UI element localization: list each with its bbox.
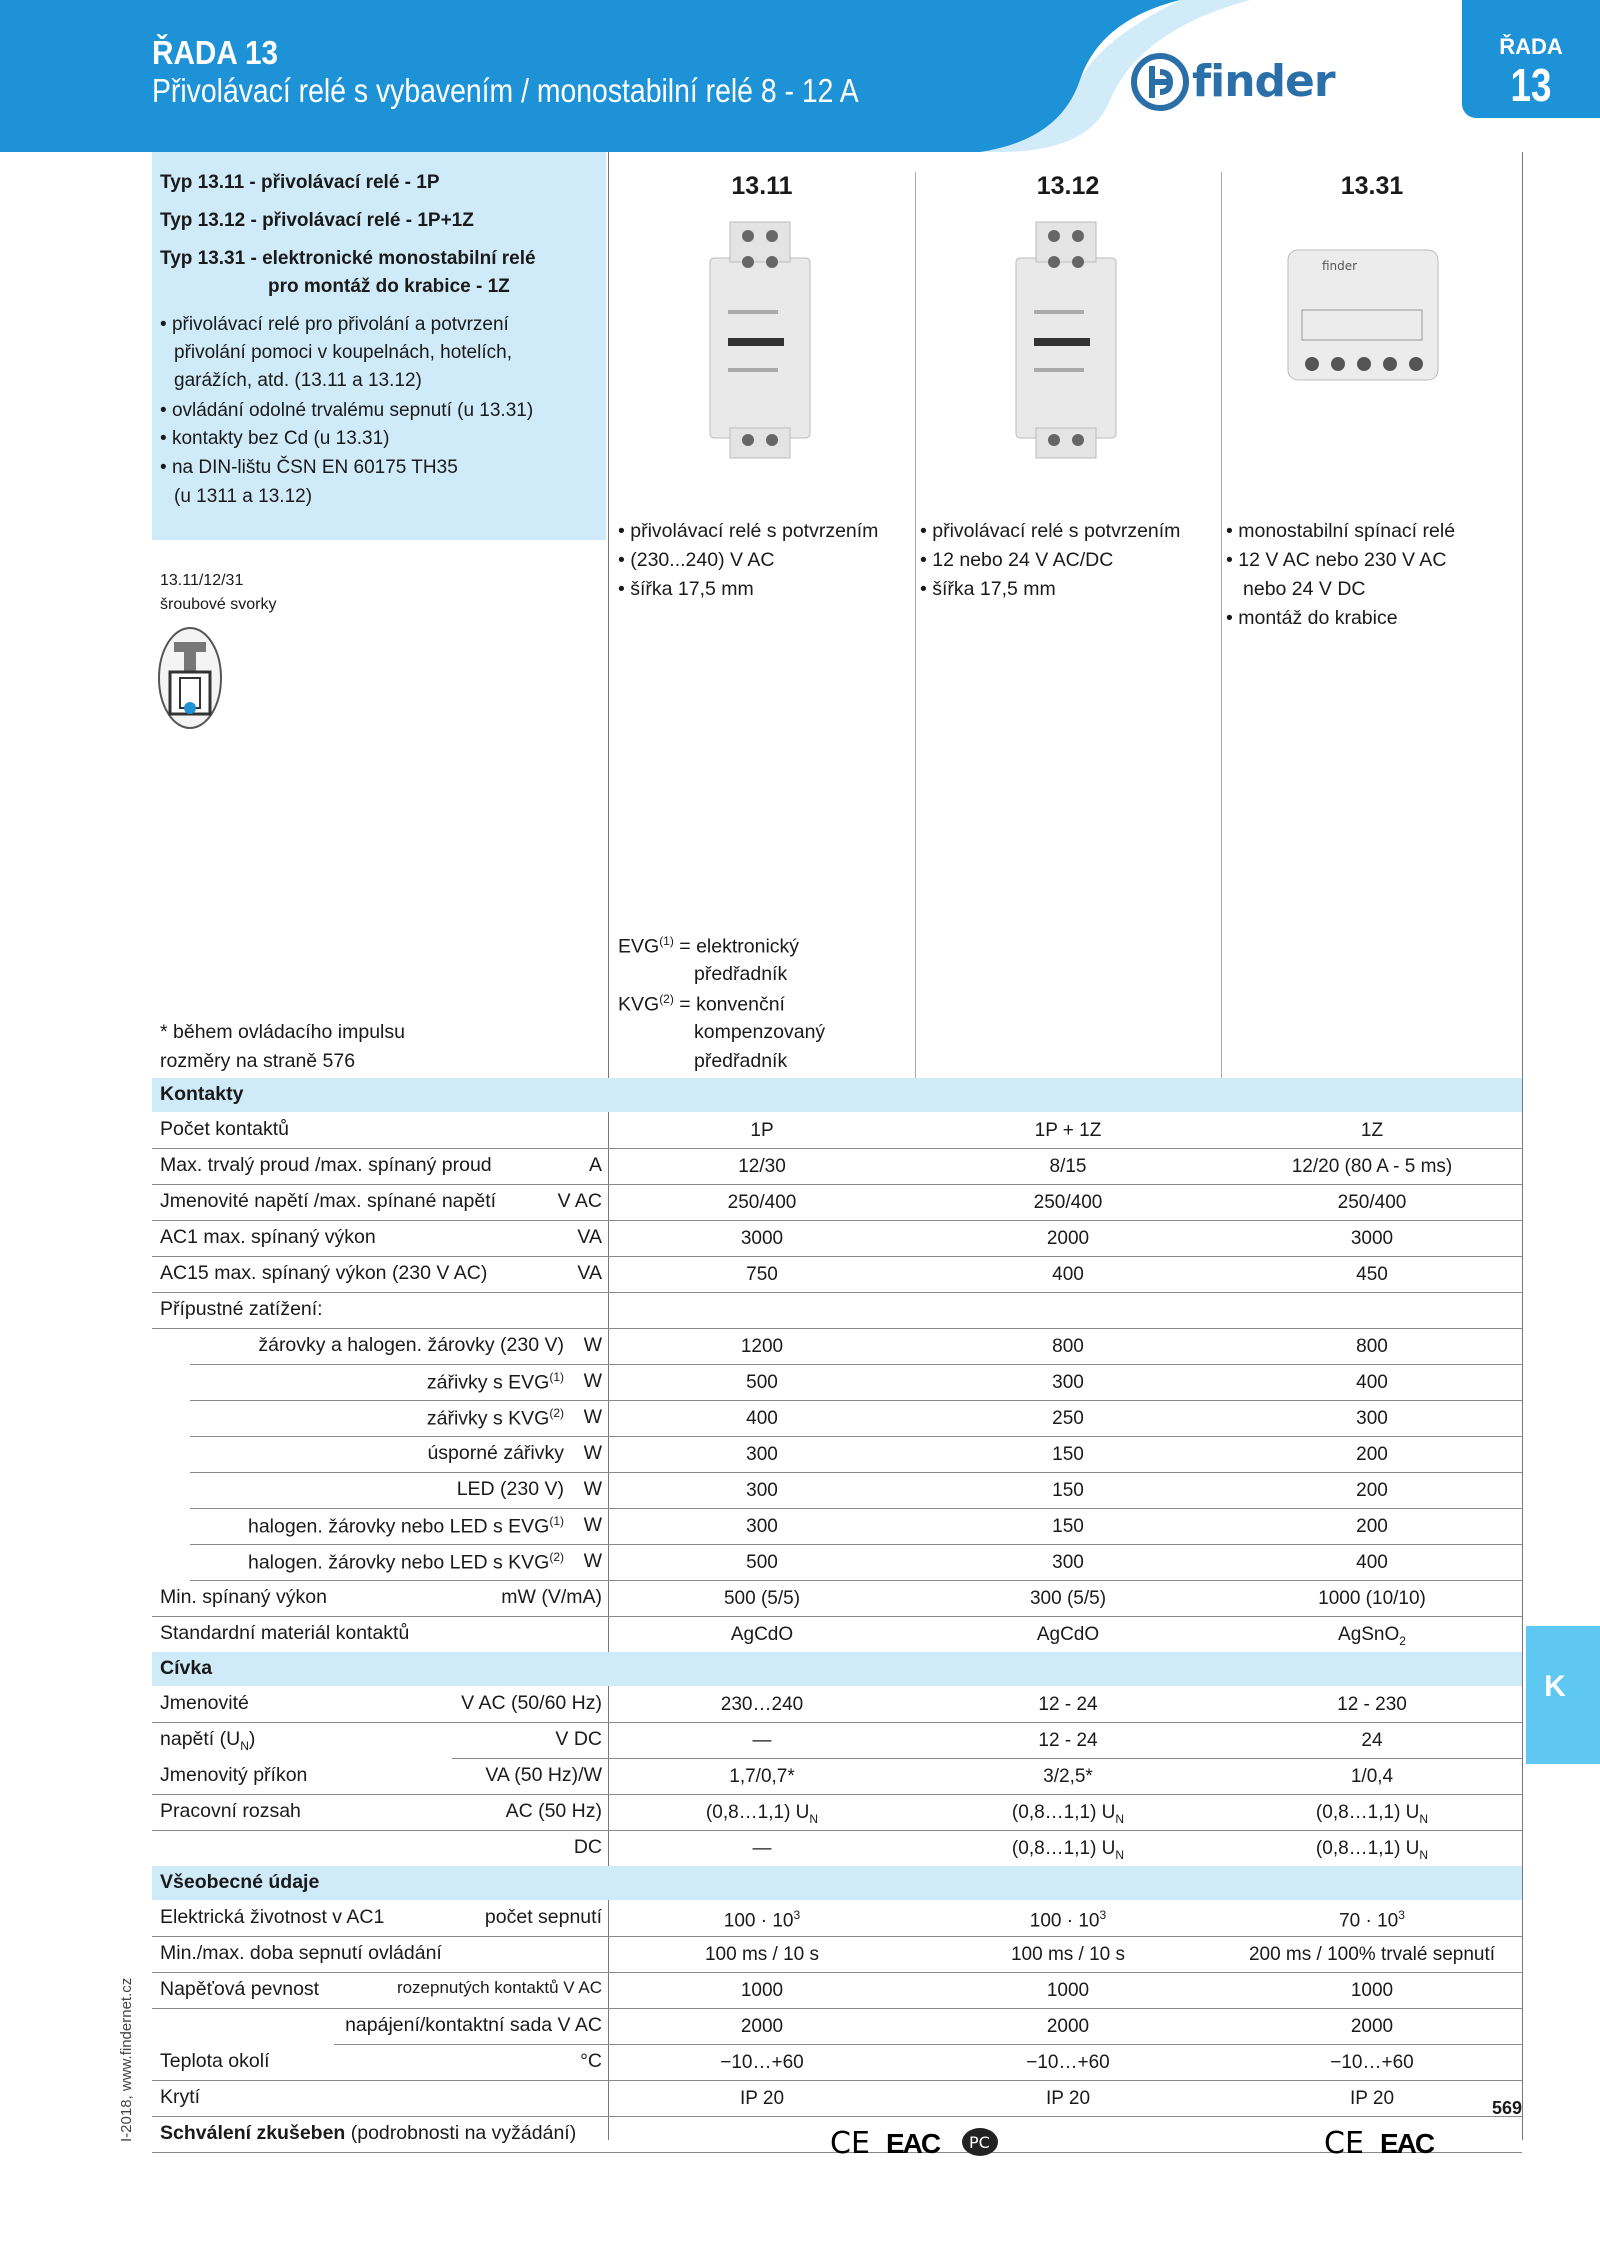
cell-13-31: 1000	[1350, 1980, 1394, 2001]
row-divider	[190, 1508, 1522, 1509]
row-label: Jmenovité	[160, 1692, 249, 1714]
footer-side-note: I-2018, www.findernet.cz	[118, 1977, 135, 2142]
feature-13-12: • šířka 17,5 mm	[920, 578, 1056, 600]
cell-13-31: 2000	[1350, 2016, 1394, 2037]
terminal-label: šroubové svorky	[160, 596, 277, 613]
row-label: Jmenovitý příkon	[160, 1764, 308, 1786]
feature-13-31: • montáž do krabice	[1226, 607, 1398, 629]
intro-bullet: • přivolávací relé pro přivolání a potvrzení	[160, 314, 509, 335]
page-header	[0, 0, 1600, 152]
row-label: AC15 max. spínaný výkon (230 V AC)	[160, 1262, 488, 1284]
intro-bullet: • ovládání odolné trvalému sepnutí (u 13.31)	[160, 400, 534, 421]
row-unit: W	[583, 1514, 602, 1536]
note-evg-cont: předřadník	[694, 963, 788, 985]
cell-13-31: 24	[1361, 1730, 1383, 1751]
row-unit: VA	[577, 1262, 602, 1284]
feature-13-31: • 12 V AC nebo 230 V AC	[1226, 549, 1447, 571]
cell-13-11: —	[752, 1838, 772, 1859]
product-image-13-31	[1282, 240, 1452, 390]
cell-13-12: −10…+60	[1026, 2052, 1110, 2073]
type-line: pro montáž do krabice - 1Z	[268, 276, 510, 297]
cell-13-31: 1000 (10/10)	[1318, 1588, 1426, 1609]
row-unit: W	[583, 1406, 602, 1428]
eac-mark-icon: EAC	[1380, 2128, 1434, 2159]
row-unit: počet sepnutí	[484, 1906, 602, 1928]
page-number: 569	[1492, 2098, 1523, 2118]
cell-13-31: 200	[1356, 1444, 1388, 1465]
feature-13-12: • přivolávací relé s potvrzením	[920, 520, 1181, 542]
section-band	[152, 1652, 1522, 1686]
row-divider	[190, 1436, 1522, 1437]
section-general: Všeobecné údaje	[160, 1871, 320, 1893]
cell-13-12: 400	[1052, 1264, 1084, 1285]
row-unit: W	[583, 1334, 602, 1356]
cell-13-31: 3000	[1350, 1228, 1394, 1249]
cell-13-12: 300	[1052, 1552, 1084, 1573]
row-label: LED (230 V)	[456, 1478, 564, 1500]
cell-13-12: 800	[1052, 1336, 1084, 1357]
row-divider	[152, 1292, 1522, 1293]
row-label: úsporné zářivky	[427, 1442, 564, 1464]
screw-terminal-icon	[156, 624, 224, 732]
row-divider	[152, 1328, 1522, 1329]
type-line: Typ 13.12 - přivolávací relé - 1P+1Z	[160, 210, 474, 231]
type-line: Typ 13.31 - elektronické monostabilní relé	[160, 248, 536, 269]
model-header-13-11: 13.11	[731, 172, 793, 200]
cell-13-31: $70 \cdot 10^3$	[1339, 1908, 1405, 1932]
cell-13-31: (0,8…1,1) $U_N$	[1315, 1802, 1429, 1826]
cell-13-12: 1P + 1Z	[1034, 1120, 1102, 1141]
row-label: Pracovní rozsah	[160, 1800, 301, 1822]
section-band	[152, 1866, 1522, 1900]
cell-13-11: AgCdO	[730, 1624, 794, 1645]
row-label: Max. trvalý proud /max. spínaný proud	[160, 1154, 492, 1176]
svg-text:finder: finder	[1322, 259, 1358, 273]
eac-mark-icon: EAC	[886, 2128, 940, 2159]
finder-logo	[1130, 52, 1370, 116]
type-line: Typ 13.11 - přivolávací relé - 1P	[160, 172, 440, 193]
cell-13-11: 230…240	[720, 1694, 804, 1715]
row-label: zářivky s EVG$^{(1)}$	[426, 1370, 564, 1394]
feature-13-12: • 12 nebo 24 V AC/DC	[920, 549, 1114, 571]
terminal-code: 13.11/12/31	[160, 572, 244, 589]
cell-13-11: IP 20	[739, 2088, 785, 2109]
row-label: AC1 max. spínaný výkon	[160, 1226, 376, 1248]
cell-13-12: 150	[1052, 1480, 1084, 1501]
cell-13-11: 300	[746, 1516, 778, 1537]
cell-13-12: (0,8…1,1) $U_N$	[1011, 1802, 1125, 1826]
cell-13-11: (0,8…1,1) $U_N$	[705, 1802, 819, 1826]
row-unit: V AC (50/60 Hz)	[461, 1692, 602, 1714]
cell-13-31: 250/400	[1337, 1192, 1407, 1213]
cell-13-31: IP 20	[1349, 2088, 1395, 2109]
row-label: Jmenovité napětí /max. spínané napětí	[160, 1190, 497, 1212]
cell-13-11: 3000	[740, 1228, 784, 1249]
product-image-13-11	[700, 218, 820, 468]
cell-13-31: 12 - 230	[1337, 1694, 1407, 1715]
cell-13-11: 2000	[740, 2016, 784, 2037]
column-divider	[1221, 172, 1222, 1078]
section-band	[152, 1078, 1522, 1112]
row-divider	[152, 1972, 1522, 1973]
row-label: Schválení zkušeben (podrobnosti na vyžádání)	[160, 2122, 577, 2144]
note-dims: rozměry na straně 576	[160, 1050, 356, 1072]
cell-13-12: 150	[1052, 1516, 1084, 1537]
intro-bullet: • kontakty bez Cd (u 13.31)	[160, 428, 390, 449]
row-label: halogen. žárovky nebo LED s EVG$^{(1)}$	[247, 1514, 564, 1538]
feature-13-11: • (230...240) V AC	[618, 549, 775, 571]
feature-13-11: • přivolávací relé s potvrzením	[618, 520, 879, 542]
cell-13-12: 150	[1052, 1444, 1084, 1465]
cell-13-11: 300	[746, 1444, 778, 1465]
cell-13-11: 750	[746, 1264, 778, 1285]
row-unit: napájení/kontaktní sada V AC	[345, 2014, 602, 2036]
cell-13-11: 500 (5/5)	[723, 1588, 801, 1609]
cell-13-11: 500	[746, 1552, 778, 1573]
row-unit: VA (50 Hz)/W	[485, 1764, 602, 1786]
cell-13-12: AgCdO	[1036, 1624, 1100, 1645]
cell-13-31: AgSnO$_2$	[1338, 1624, 1406, 1648]
cell-13-11: $100 \cdot 10^3$	[723, 1908, 801, 1932]
row-unit: rozepnutých kontaktů V AC	[396, 1978, 602, 1997]
intro-bullet-cont: přivolání pomoci v koupelnách, hotelích,	[174, 342, 512, 363]
row-label: Min./max. doba sepnutí ovládání	[160, 1942, 442, 1964]
row-unit: mW (V/mA)	[501, 1586, 602, 1608]
cell-13-31: 200	[1356, 1480, 1388, 1501]
row-label: Teplota okolí	[160, 2050, 270, 2072]
finder-logo-icon	[1130, 52, 1190, 112]
feature-13-11: • šířka 17,5 mm	[618, 578, 754, 600]
row-divider	[190, 1544, 1522, 1545]
row-unit: W	[583, 1478, 602, 1500]
cell-13-31: 300	[1356, 1408, 1388, 1429]
cell-13-12: 300	[1052, 1372, 1084, 1393]
row-unit: A	[588, 1154, 602, 1176]
row-unit: V AC	[557, 1190, 602, 1212]
row-divider	[152, 1184, 1522, 1185]
row-unit: AC (50 Hz)	[505, 1800, 602, 1822]
row-divider	[152, 1256, 1522, 1257]
note-kvg-cont: kompenzovaný	[694, 1021, 826, 1043]
cell-13-11: 300	[746, 1480, 778, 1501]
row-unit: °C	[580, 2050, 602, 2072]
cell-13-31: 1Z	[1360, 1120, 1384, 1141]
model-header-13-31: 13.31	[1340, 172, 1404, 200]
series-tab-number: 13	[1510, 59, 1552, 111]
row-divider	[152, 1148, 1522, 1149]
row-label: žárovky a halogen. žárovky (230 V)	[258, 1334, 564, 1356]
cell-13-31: 450	[1356, 1264, 1388, 1285]
cell-13-12: 8/15	[1049, 1156, 1087, 1177]
row-unit: DC	[573, 1836, 602, 1858]
row-label: Napěťová pevnost	[160, 1978, 320, 2000]
column-divider	[1522, 152, 1523, 2140]
cell-13-12: 12 - 24	[1038, 1694, 1098, 1715]
row-divider	[190, 1472, 1522, 1473]
column-divider	[608, 152, 609, 2140]
row-label: zářivky s KVG$^{(2)}$	[426, 1406, 564, 1430]
cell-13-11: 1000	[740, 1980, 784, 2001]
row-label: Elektrická životnost v AC1	[160, 1906, 385, 1928]
row-label: Přípustné zatížení:	[160, 1298, 323, 1320]
row-unit: W	[583, 1550, 602, 1572]
cell-13-31: −10…+60	[1330, 2052, 1414, 2073]
cell-13-11: 250/400	[727, 1192, 797, 1213]
row-divider	[152, 1794, 1522, 1795]
cell-13-11: 1P	[750, 1120, 774, 1141]
cell-13-12: (0,8…1,1) $U_N$	[1011, 1838, 1125, 1862]
row-label: halogen. žárovky nebo LED s KVG$^{(2)}$	[247, 1550, 564, 1574]
cell-13-11: 100 ms / 10 s	[704, 1944, 820, 1965]
intro-bullet: • na DIN-lištu ČSN EN 60175 TH35	[160, 457, 458, 478]
row-divider	[152, 1220, 1522, 1221]
section-k-label: K	[1544, 1670, 1566, 1703]
product-image-13-12	[1006, 218, 1126, 468]
cell-13-12: 250/400	[1033, 1192, 1103, 1213]
row-divider	[334, 2044, 1522, 2045]
cert-marks-13-11	[830, 2124, 1000, 2160]
row-divider	[152, 2080, 1522, 2081]
cell-13-12: 100 ms / 10 s	[1010, 1944, 1126, 1965]
cell-13-12: 1000	[1046, 1980, 1090, 2001]
feature-13-31: • monostabilní spínací relé	[1226, 520, 1456, 542]
section-k-tab[interactable]	[1526, 1626, 1600, 1764]
row-label: Krytí	[160, 2086, 201, 2108]
cell-13-12: 3/2,5*	[1043, 1766, 1093, 1787]
section-contacts: Kontakty	[160, 1083, 244, 1105]
feature-13-31-cont: nebo 24 V DC	[1243, 578, 1366, 600]
cell-13-11: 1,7/0,7*	[729, 1766, 795, 1787]
cell-13-31: 200 ms / 100% trvalé sepnutí	[1248, 1944, 1496, 1965]
cell-13-31: 400	[1356, 1552, 1388, 1573]
row-divider	[152, 1936, 1522, 1937]
series-title: ŘADA 13	[152, 34, 278, 71]
cert-marks-13-31	[1324, 2124, 1434, 2160]
row-divider	[190, 1400, 1522, 1401]
row-label: Počet kontaktů	[160, 1118, 289, 1140]
note-evg: $EVG^{(1)}$ = elektronický	[618, 934, 800, 958]
cell-13-31: (0,8…1,1) $U_N$	[1315, 1838, 1429, 1862]
series-tab-label: ŘADA	[1499, 34, 1563, 59]
cell-13-31: 800	[1356, 1336, 1388, 1357]
svg-text:PC: PC	[969, 2133, 990, 2152]
row-label: Standardní materiál kontaktů	[160, 1622, 410, 1644]
cell-13-12: 12 - 24	[1038, 1730, 1098, 1751]
row-divider	[152, 2008, 1522, 2009]
note-kvg-cont: předřadník	[694, 1050, 788, 1072]
row-divider	[190, 1580, 1522, 1581]
cell-13-12: 250	[1052, 1408, 1084, 1429]
row-divider	[152, 1830, 1522, 1831]
row-divider	[152, 1616, 1522, 1617]
cell-13-31: 12/20 (80 A - 5 ms)	[1291, 1156, 1453, 1177]
row-divider	[152, 1722, 1522, 1723]
row-label: napětí $(U_N)$	[160, 1728, 256, 1753]
column-divider	[915, 172, 916, 1078]
row-divider	[152, 2116, 1522, 2117]
cell-13-11: 400	[746, 1408, 778, 1429]
row-label: Min. spínaný výkon	[160, 1586, 327, 1608]
series-tab	[1462, 0, 1600, 118]
row-unit: VA	[577, 1226, 602, 1248]
logo-wordmark: finder	[1192, 56, 1335, 107]
cell-13-31: 200	[1356, 1516, 1388, 1537]
row-unit: V DC	[555, 1728, 602, 1750]
cell-13-12: 2000	[1046, 1228, 1090, 1249]
cell-13-12: IP 20	[1045, 2088, 1091, 2109]
row-unit: W	[583, 1370, 602, 1392]
section-coil: Cívka	[160, 1657, 213, 1679]
cell-13-11: −10…+60	[720, 2052, 804, 2073]
ce-mark-icon: CE	[1324, 2126, 1364, 2160]
cell-13-31: 1/0,4	[1350, 1766, 1394, 1787]
ce-mark-icon: CE	[830, 2126, 870, 2160]
cell-13-12: $100 \cdot 10^3$	[1029, 1908, 1107, 1932]
cell-13-11: —	[752, 1730, 772, 1751]
cell-13-11: 12/30	[738, 1156, 786, 1177]
model-header-13-12: 13.12	[1036, 172, 1100, 200]
row-unit: W	[583, 1442, 602, 1464]
cell-13-12: 300 (5/5)	[1029, 1588, 1107, 1609]
cell-13-11: 500	[746, 1372, 778, 1393]
row-divider	[190, 1364, 1522, 1365]
intro-bullet-cont: (u 1311 a 13.12)	[174, 486, 313, 507]
cell-13-31: 400	[1356, 1372, 1388, 1393]
series-subtitle: Přivolávací relé s vybavením / monostabilní relé 8 - 12 A	[152, 72, 859, 109]
cell-13-12: 2000	[1046, 2016, 1090, 2037]
note-kvg: $KVG^{(2)}$ = konvenční	[618, 992, 785, 1016]
row-divider	[452, 1758, 1522, 1759]
cell-13-11: 1200	[740, 1336, 784, 1357]
intro-bullet-cont: garážích, atd. (13.11 a 13.12)	[174, 370, 422, 391]
note-impulse: * během ovládacího impulsu	[160, 1021, 405, 1043]
